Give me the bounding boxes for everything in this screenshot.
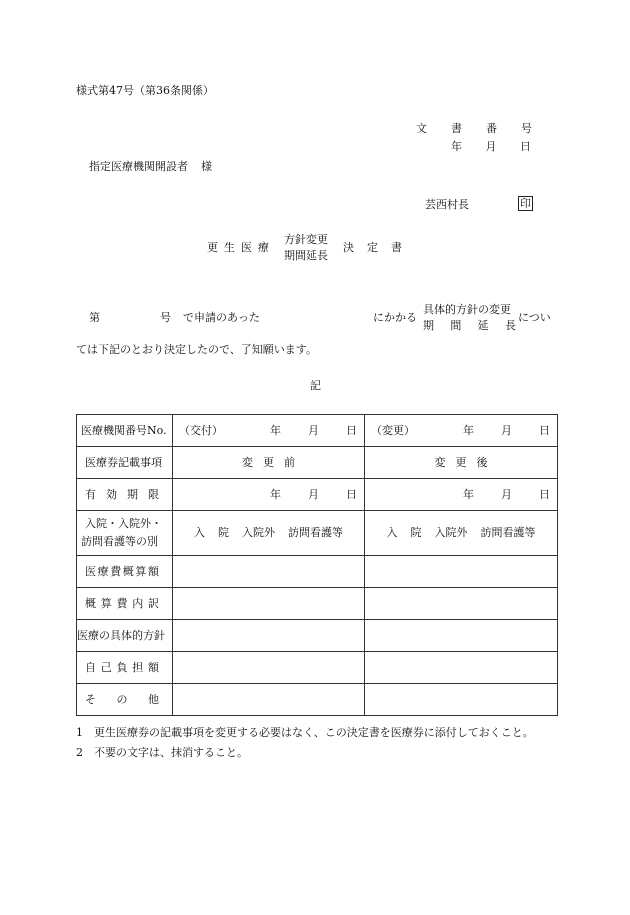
label-char: 担 — [132, 660, 144, 674]
addressee-name: 指定医療機関開設者 — [89, 160, 188, 173]
day-label: 日 — [346, 487, 357, 501]
label-char: 医 — [85, 455, 96, 469]
label-char: 医 — [85, 564, 96, 578]
label-line: 訪問看護等の別 — [81, 535, 158, 548]
option-inpatient-1: 入 — [386, 526, 398, 539]
label-char: 期 — [127, 487, 138, 501]
label-char: 費 — [116, 596, 128, 610]
label-char: 概 — [122, 564, 134, 578]
row-label-text: 医療機関番号No. — [81, 423, 167, 437]
option-inpatient-2: 院 — [218, 526, 229, 539]
label-char: 費 — [110, 564, 122, 578]
day-label: 日 — [539, 423, 550, 437]
header-char: 更 — [455, 455, 467, 469]
addressee — [89, 160, 212, 174]
label-char: 内 — [132, 596, 144, 610]
label-char: 額 — [148, 660, 159, 674]
label-char: 算 — [135, 564, 147, 578]
issuer-name: 芸西村長 — [425, 198, 469, 211]
details-table — [76, 414, 558, 716]
day-label: 日 — [539, 487, 550, 501]
label-char: 記 — [118, 455, 129, 469]
header-char: 前 — [284, 455, 295, 469]
table-row — [77, 479, 558, 511]
table-row — [77, 447, 558, 479]
label-line: 入院・入院外・ — [85, 517, 162, 530]
note-1: 1 更生医療券の記載事項を変更する必要はなく、この決定書を医療券に添付しておくこと。 — [76, 726, 534, 739]
header-char: 変 — [434, 455, 446, 469]
care-type-after-cell[interactable] — [365, 511, 558, 556]
title-stacked-top: 方針変更 — [284, 233, 328, 246]
label-char: 効 — [106, 487, 117, 501]
label-char: 己 — [100, 660, 112, 674]
other-after[interactable] — [365, 684, 558, 716]
title-char: 生 — [224, 241, 235, 254]
header-char: 後 — [476, 455, 488, 469]
option-outpatient: 入院外 — [242, 526, 275, 539]
row-label-institution-number — [77, 415, 173, 447]
issue-date-cell[interactable] — [173, 415, 365, 447]
header-char: 変 — [242, 455, 253, 469]
title-char: 決 — [343, 241, 354, 254]
year-label: 年 — [463, 487, 474, 501]
year-label: 年 — [270, 487, 281, 501]
month-label: 月 — [308, 487, 319, 501]
seal-mark — [518, 197, 533, 211]
day-label: 日 — [520, 140, 531, 153]
body-request: で申請のあった — [183, 311, 260, 324]
label-char: 算 — [100, 596, 112, 610]
label-char: 療 — [96, 455, 107, 469]
month-label: 月 — [485, 140, 497, 153]
doc-char: 番 — [486, 122, 497, 135]
label-char: 有 — [85, 487, 96, 501]
table-row — [77, 684, 558, 716]
row-label-ticket-items — [77, 447, 173, 479]
note-2: 2 不要の文字は、抹消すること。 — [76, 746, 248, 759]
estimated-cost-before[interactable] — [173, 556, 365, 588]
body-stacked-top: 具体的方針の変更 — [423, 303, 511, 316]
body-line2: ては下記のとおり決定したので、了知願います。 — [76, 343, 317, 356]
title-right — [343, 241, 402, 255]
option-inpatient-1: 入 — [194, 526, 205, 539]
label-char: 載 — [129, 455, 140, 469]
body-stacked-bottom — [423, 319, 516, 333]
issuer — [425, 198, 469, 212]
body-char: 長 — [504, 319, 516, 332]
estimated-cost-after[interactable] — [365, 556, 558, 588]
body-kakaru: にかかる — [373, 311, 417, 324]
title-char: 書 — [391, 241, 402, 254]
label-char: 自 — [85, 660, 96, 674]
header-char: 更 — [263, 455, 274, 469]
label-char: 事 — [140, 455, 151, 469]
seal-icon: 印 — [520, 197, 531, 210]
year-label: 年 — [463, 423, 474, 437]
label-char: そ — [85, 692, 96, 706]
label-char: 券 — [107, 455, 118, 469]
label-text: 医療の具体的方針 — [77, 628, 165, 642]
label-char: 項 — [151, 455, 162, 469]
option-home-nursing: 訪問看護等 — [480, 526, 536, 539]
cost-breakdown-before[interactable] — [173, 588, 365, 620]
option-outpatient: 入院外 — [434, 526, 468, 539]
title-left — [207, 241, 269, 255]
body-go: 号 — [160, 311, 171, 324]
option-inpatient-2: 院 — [410, 526, 422, 539]
month-label: 月 — [308, 423, 319, 437]
table-row — [77, 588, 558, 620]
form-number: 様式第47号（第36条関係） — [76, 84, 214, 97]
table-row — [77, 415, 558, 447]
table-row — [77, 652, 558, 684]
issue-label: （交付） — [179, 423, 223, 437]
treatment-policy-after[interactable] — [365, 620, 558, 652]
care-type-before-cell[interactable] — [173, 511, 365, 556]
row-label-care-type — [77, 511, 173, 556]
other-before[interactable] — [173, 684, 365, 716]
label-char: 限 — [148, 487, 159, 501]
after-change-header — [365, 447, 558, 479]
table-row — [77, 511, 558, 556]
month-label: 月 — [501, 487, 512, 501]
doc-char: 文 — [416, 122, 427, 135]
option-home-nursing: 訪問看護等 — [288, 526, 343, 539]
document-number-label — [416, 122, 532, 136]
row-label-validity — [77, 479, 173, 511]
label-char: 療 — [97, 564, 109, 578]
title-char: 療 — [258, 241, 269, 254]
label-char: 他 — [148, 692, 159, 706]
title-stacked-bottom: 期間延長 — [284, 249, 328, 262]
doc-char: 書 — [451, 122, 462, 135]
body-char: 間 — [450, 319, 462, 332]
validity-after-cell[interactable] — [365, 479, 558, 511]
row-label-cost-breakdown — [77, 588, 173, 620]
body-char: 期 — [423, 319, 434, 332]
year-label: 年 — [451, 140, 462, 153]
body-char: 延 — [477, 319, 489, 332]
day-label: 日 — [346, 423, 357, 437]
change-date-cell[interactable] — [365, 415, 558, 447]
table-row — [77, 620, 558, 652]
label-char: 額 — [147, 564, 159, 578]
treatment-policy-before[interactable] — [173, 620, 365, 652]
month-label: 月 — [501, 423, 512, 437]
honorific: 様 — [201, 160, 212, 173]
row-label-treatment-policy — [77, 620, 173, 652]
change-label: （変更） — [371, 423, 415, 437]
body-dai: 第 — [89, 311, 100, 324]
table-row — [77, 556, 558, 588]
before-change-header — [173, 447, 365, 479]
copayment-before[interactable] — [173, 652, 365, 684]
title-char: 更 — [207, 241, 218, 254]
body-tsui: につい — [518, 311, 551, 324]
doc-char: 号 — [521, 122, 532, 135]
label-char: 訳 — [148, 596, 159, 610]
title-char: 定 — [367, 241, 378, 254]
row-label-copayment — [77, 652, 173, 684]
copayment-after[interactable] — [365, 652, 558, 684]
row-label-other — [77, 684, 173, 716]
row-label-estimated-cost — [77, 556, 173, 588]
validity-before-cell[interactable] — [173, 479, 365, 511]
label-char: 概 — [85, 596, 96, 610]
year-label: 年 — [270, 423, 281, 437]
issue-date — [451, 140, 531, 154]
cost-breakdown-after[interactable] — [365, 588, 558, 620]
ki-heading: 記 — [310, 379, 321, 392]
label-char: の — [116, 692, 128, 706]
label-char: 負 — [116, 660, 128, 674]
title-char: 医 — [241, 241, 252, 254]
